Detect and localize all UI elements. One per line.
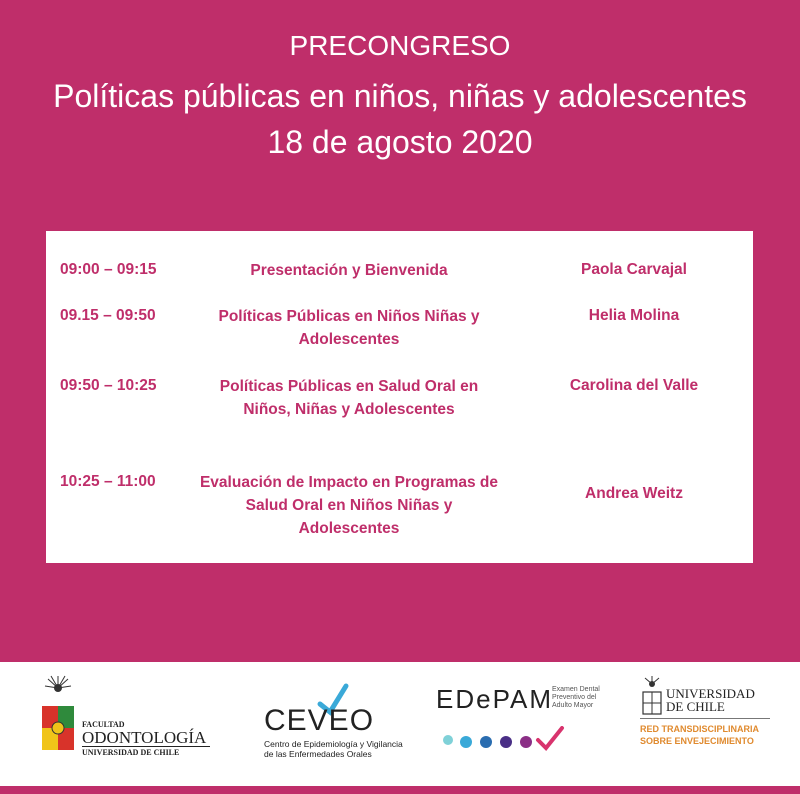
row-time: 09:00 – 09:15	[60, 261, 157, 278]
ceveo-line2: de las Enfermedades Orales	[264, 749, 372, 759]
odontologia-logo	[36, 668, 216, 778]
edepam-line2: Preventivo del	[552, 694, 597, 701]
uchile-line2: DE CHILE	[666, 699, 725, 714]
bottom-strip	[0, 786, 800, 794]
uchile-line3: RED TRANSDISCIPLINARIA	[640, 724, 760, 734]
event-title: Políticas públicas en niños, niñas y adolescentes	[53, 78, 747, 114]
row-speaker: Helia Molina	[588, 307, 680, 324]
schedule-panel	[46, 231, 753, 563]
row-topic: Políticas Públicas en Niños Niñas y Adolescentes	[218, 308, 480, 348]
ceveo-name: CEVEO	[264, 704, 375, 737]
row-topic: Evaluación de Impacto en Programas de Salud Oral en Niños Niñas y Adolescentes	[199, 474, 499, 537]
row-time: 09.15 – 09:50	[60, 307, 156, 324]
odontologia-line1: FACULTAD	[82, 720, 125, 729]
colored-dots-icon	[440, 726, 570, 756]
row-topic: Presentación y Bienvenida	[250, 262, 448, 279]
edepam-line3: Adulto Mayor	[552, 702, 594, 709]
row-time: 10:25 – 11:00	[60, 473, 156, 490]
ceveo-line1: Centro de Epidemiología y Vigilancia	[264, 739, 403, 749]
divider	[640, 718, 770, 719]
event-label: PRECONGRESO	[289, 30, 511, 61]
row-speaker: Carolina del Valle	[569, 377, 699, 394]
uchile-logo	[640, 676, 790, 776]
row-time: 09:50 – 10:25	[60, 377, 157, 394]
odontologia-line3: UNIVERSIDAD DE CHILE	[82, 748, 180, 757]
uchile-line4: SOBRE ENVEJECIMIENTO	[640, 736, 754, 746]
edepam-logo	[436, 678, 616, 768]
row-speaker: Andrea Weitz	[585, 485, 683, 502]
edepam-line1: Examen Dental	[552, 686, 600, 693]
sponsor-footer	[0, 662, 800, 786]
event-header	[0, 0, 800, 180]
ceveo-logo	[262, 682, 402, 772]
divider	[82, 746, 210, 747]
uchile-crest-icon	[640, 676, 664, 716]
row-topic: Políticas Públicas en Salud Oral en Niños, Niñas y Adolescentes	[219, 378, 479, 418]
uchile-line1: UNIVERSIDAD	[666, 686, 755, 701]
odontologia-line2: ODONTOLOGÍA	[82, 728, 207, 747]
edepam-subtitle	[552, 686, 600, 710]
university-crest-icon	[36, 674, 80, 756]
event-date: 18 de agosto 2020	[267, 124, 533, 160]
row-speaker: Paola Carvajal	[581, 261, 687, 278]
edepam-name: EDePAM	[436, 684, 553, 714]
